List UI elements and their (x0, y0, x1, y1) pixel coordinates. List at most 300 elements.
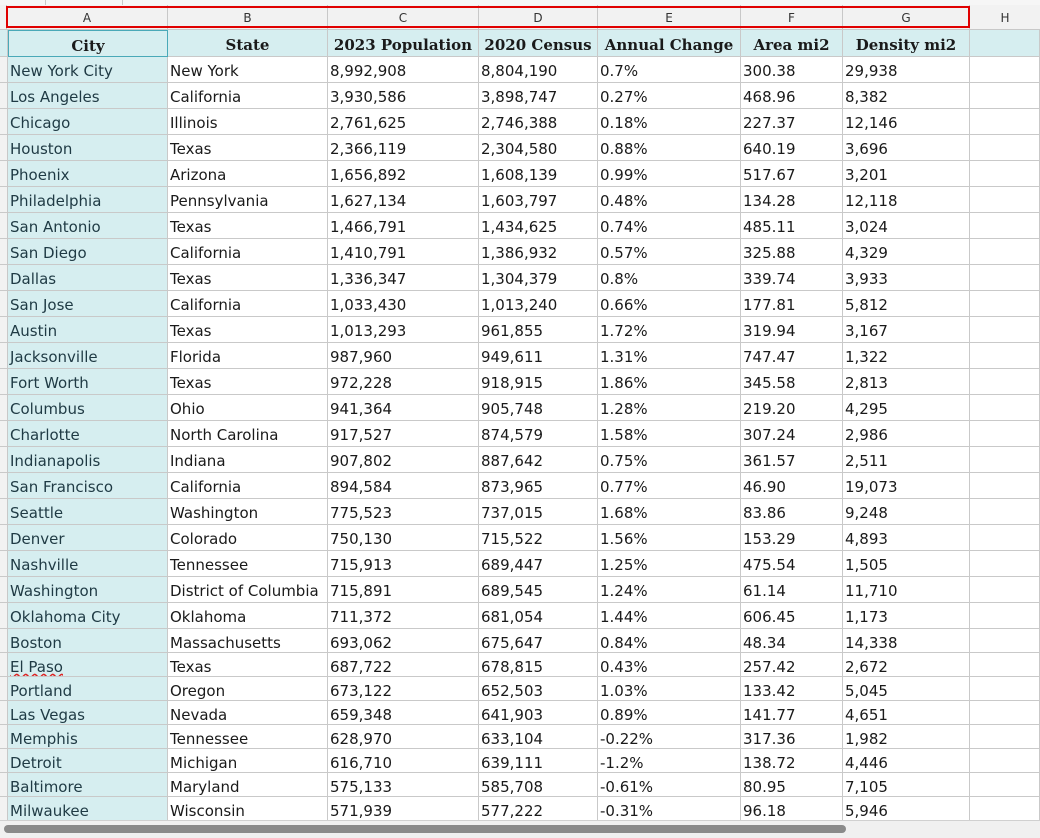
table-cell[interactable]: Texas (168, 213, 328, 239)
table-cell[interactable]: 0.48% (598, 187, 741, 213)
table-cell[interactable]: 1,603,797 (479, 187, 598, 213)
table-cell[interactable]: 1.72% (598, 317, 741, 343)
table-cell[interactable]: 11,710 (843, 577, 970, 603)
table-cell[interactable]: 3,933 (843, 265, 970, 291)
table-row (0, 653, 1040, 677)
table-cell[interactable]: 894,584 (328, 473, 479, 499)
table-cell[interactable]: Oregon (168, 677, 328, 701)
table-cell[interactable]: 339.74 (741, 265, 843, 291)
empty-cell[interactable] (970, 551, 1040, 577)
table-cell[interactable]: Oklahoma (168, 603, 328, 629)
table-cell[interactable]: 941,364 (328, 395, 479, 421)
table-cell[interactable]: Houston (8, 135, 168, 161)
table-cell[interactable]: 3,898,747 (479, 83, 598, 109)
table-cell[interactable]: 1.31% (598, 343, 741, 369)
table-cell[interactable]: 1,013,293 (328, 317, 479, 343)
table-cell[interactable]: 961,855 (479, 317, 598, 343)
table-cell[interactable]: Nevada (168, 701, 328, 725)
table-cell[interactable]: Chicago (8, 109, 168, 135)
header-cell[interactable]: Density mi2 (843, 30, 970, 57)
empty-cell[interactable] (970, 161, 1040, 187)
table-cell[interactable]: Texas (168, 653, 328, 677)
column-header-e[interactable]: E (598, 5, 741, 29)
table-row (0, 291, 1040, 317)
table-cell[interactable]: 0.8% (598, 265, 741, 291)
table-cell[interactable]: San Jose (8, 291, 168, 317)
table-cell[interactable]: 138.72 (741, 749, 843, 773)
table-cell[interactable]: 711,372 (328, 603, 479, 629)
table-cell[interactable]: Austin (8, 317, 168, 343)
table-cell[interactable]: 0.27% (598, 83, 741, 109)
table-cell[interactable]: San Antonio (8, 213, 168, 239)
empty-cell[interactable] (970, 677, 1040, 701)
table-row (0, 187, 1040, 213)
table-cell[interactable]: District of Columbia (168, 577, 328, 603)
empty-cell[interactable] (970, 701, 1040, 725)
table-cell[interactable]: 4,651 (843, 701, 970, 725)
table-cell[interactable] (8, 653, 168, 677)
row-gutter (0, 187, 8, 213)
table-cell[interactable]: Ohio (168, 395, 328, 421)
table-cell[interactable]: 972,228 (328, 369, 479, 395)
table-cell[interactable]: 2,672 (843, 653, 970, 677)
table-cell[interactable]: 575,133 (328, 773, 479, 797)
table-cell[interactable]: 80.95 (741, 773, 843, 797)
table-row (0, 317, 1040, 343)
table-cell[interactable]: 0.84% (598, 629, 741, 653)
table-cell[interactable]: California (168, 239, 328, 265)
empty-cell[interactable] (970, 749, 1040, 773)
table-cell[interactable]: 0.7% (598, 57, 741, 83)
table-cell[interactable]: 1,304,379 (479, 265, 598, 291)
table-cell[interactable]: 874,579 (479, 421, 598, 447)
table-row (0, 629, 1040, 653)
table-cell[interactable]: Maryland (168, 773, 328, 797)
empty-cell[interactable] (970, 239, 1040, 265)
empty-cell[interactable] (970, 499, 1040, 525)
table-cell[interactable]: Boston (8, 629, 168, 653)
empty-cell[interactable] (970, 525, 1040, 551)
table-cell[interactable]: 678,815 (479, 653, 598, 677)
table-cell[interactable]: 673,122 (328, 677, 479, 701)
table-cell[interactable]: 8,382 (843, 83, 970, 109)
table-cell[interactable]: 7,105 (843, 773, 970, 797)
row-gutter (0, 499, 8, 525)
table-row (0, 797, 1040, 821)
column-header-f[interactable]: F (741, 5, 843, 29)
table-cell[interactable]: 606.45 (741, 603, 843, 629)
table-cell[interactable]: 715,522 (479, 525, 598, 551)
table-cell[interactable]: Philadelphia (8, 187, 168, 213)
table-cell[interactable]: Washington (8, 577, 168, 603)
table-cell[interactable]: Texas (168, 369, 328, 395)
empty-cell[interactable] (970, 57, 1040, 83)
table-cell[interactable]: 8,992,908 (328, 57, 479, 83)
table-cell[interactable]: 48.34 (741, 629, 843, 653)
row-gutter (0, 265, 8, 291)
table-cell[interactable]: 46.90 (741, 473, 843, 499)
table-row (0, 213, 1040, 239)
table-cell[interactable]: 61.14 (741, 577, 843, 603)
table-cell[interactable]: 1,386,932 (479, 239, 598, 265)
table-cell[interactable]: 4,446 (843, 749, 970, 773)
table-cell[interactable]: 585,708 (479, 773, 598, 797)
header-row (0, 30, 1040, 57)
table-cell[interactable]: 681,054 (479, 603, 598, 629)
table-cell[interactable]: Texas (168, 135, 328, 161)
table-cell[interactable]: 177.81 (741, 291, 843, 317)
table-cell[interactable]: 2,813 (843, 369, 970, 395)
table-cell[interactable]: 1.28% (598, 395, 741, 421)
table-cell[interactable]: 319.94 (741, 317, 843, 343)
table-cell[interactable]: 639,111 (479, 749, 598, 773)
table-cell[interactable]: 747.47 (741, 343, 843, 369)
table-cell[interactable]: 1,173 (843, 603, 970, 629)
table-cell[interactable]: 687,722 (328, 653, 479, 677)
table-row (0, 603, 1040, 629)
table-cell[interactable]: 750,130 (328, 525, 479, 551)
table-row (0, 677, 1040, 701)
table-cell[interactable]: Illinois (168, 109, 328, 135)
column-header-c[interactable]: C (328, 5, 479, 29)
table-cell[interactable]: Texas (168, 265, 328, 291)
table-cell[interactable]: Florida (168, 343, 328, 369)
row-gutter (0, 291, 8, 317)
table-cell[interactable]: 641,903 (479, 701, 598, 725)
table-cell[interactable]: 907,802 (328, 447, 479, 473)
table-cell[interactable]: 918,915 (479, 369, 598, 395)
table-row (0, 239, 1040, 265)
empty-cell[interactable] (970, 343, 1040, 369)
table-cell[interactable]: 1,608,139 (479, 161, 598, 187)
empty-cell[interactable] (970, 109, 1040, 135)
table-cell[interactable]: 1.44% (598, 603, 741, 629)
table-cell[interactable]: 0.18% (598, 109, 741, 135)
table-cell[interactable]: 987,960 (328, 343, 479, 369)
row-gutter (0, 369, 8, 395)
table-cell[interactable]: Charlotte (8, 421, 168, 447)
table-cell[interactable]: -1.2% (598, 749, 741, 773)
row-gutter (0, 161, 8, 187)
table-cell[interactable]: 652,503 (479, 677, 598, 701)
empty-cell[interactable] (970, 317, 1040, 343)
row-gutter (0, 239, 8, 265)
table-cell[interactable]: 141.77 (741, 701, 843, 725)
table-cell[interactable]: 675,647 (479, 629, 598, 653)
empty-cell[interactable] (970, 83, 1040, 109)
table-cell[interactable]: 3,167 (843, 317, 970, 343)
header-cell[interactable]: Annual Change (598, 30, 741, 57)
table-cell[interactable]: 307.24 (741, 421, 843, 447)
table-cell[interactable]: Seattle (8, 499, 168, 525)
table-cell[interactable]: 0.88% (598, 135, 741, 161)
table-cell[interactable]: Indianapolis (8, 447, 168, 473)
table-cell[interactable]: 3,696 (843, 135, 970, 161)
table-cell[interactable]: 345.58 (741, 369, 843, 395)
table-cell[interactable]: 1,656,892 (328, 161, 479, 187)
empty-cell[interactable] (970, 395, 1040, 421)
table-cell[interactable]: Baltimore (8, 773, 168, 797)
table-cell[interactable]: 0.89% (598, 701, 741, 725)
row-gutter (0, 421, 8, 447)
table-cell[interactable]: 689,447 (479, 551, 598, 577)
header-cell[interactable]: Area mi2 (741, 30, 843, 57)
table-cell[interactable]: 0.57% (598, 239, 741, 265)
table-cell[interactable]: 5,946 (843, 797, 970, 821)
empty-cell[interactable] (970, 725, 1040, 749)
table-cell[interactable]: San Francisco (8, 473, 168, 499)
table-cell[interactable]: 659,348 (328, 701, 479, 725)
table-cell[interactable]: 2,986 (843, 421, 970, 447)
table-cell[interactable]: 737,015 (479, 499, 598, 525)
empty-cell[interactable] (970, 629, 1040, 653)
table-row (0, 83, 1040, 109)
table-cell[interactable]: 153.29 (741, 525, 843, 551)
empty-cell[interactable] (970, 421, 1040, 447)
table-cell[interactable]: 571,939 (328, 797, 479, 821)
table-cell[interactable]: Los Angeles (8, 83, 168, 109)
row-gutter (0, 677, 8, 701)
table-cell[interactable]: 12,118 (843, 187, 970, 213)
table-cell[interactable]: 1,505 (843, 551, 970, 577)
table-cell[interactable]: Oklahoma City (8, 603, 168, 629)
table-cell[interactable]: 8,804,190 (479, 57, 598, 83)
table-row (0, 749, 1040, 773)
empty-cell[interactable] (970, 773, 1040, 797)
table-row (0, 161, 1040, 187)
table-cell[interactable]: 4,893 (843, 525, 970, 551)
header-cell[interactable]: 2020 Census (479, 30, 598, 57)
table-cell[interactable]: Memphis (8, 725, 168, 749)
column-header-g[interactable]: G (843, 5, 970, 29)
row-gutter (0, 213, 8, 239)
table-cell[interactable]: Detroit (8, 749, 168, 773)
table-cell[interactable]: Indiana (168, 447, 328, 473)
table-cell[interactable]: 475.54 (741, 551, 843, 577)
table-cell[interactable]: 1,627,134 (328, 187, 479, 213)
table-cell[interactable]: 693,062 (328, 629, 479, 653)
horizontal-scrollbar[interactable] (0, 820, 1040, 838)
table-cell[interactable]: 4,295 (843, 395, 970, 421)
table-cell[interactable]: 14,338 (843, 629, 970, 653)
row-gutter (0, 109, 8, 135)
corner-select-all[interactable] (0, 5, 7, 29)
table-cell[interactable]: Phoenix (8, 161, 168, 187)
table-cell[interactable]: Massachusetts (168, 629, 328, 653)
table-cell[interactable]: 134.28 (741, 187, 843, 213)
table-cell[interactable]: 2,366,119 (328, 135, 479, 161)
empty-cell[interactable] (970, 213, 1040, 239)
table-cell[interactable]: 0.66% (598, 291, 741, 317)
table-cell[interactable]: 3,201 (843, 161, 970, 187)
table-cell[interactable]: Tennessee (168, 551, 328, 577)
table-cell[interactable]: Jacksonville (8, 343, 168, 369)
table-cell[interactable]: 2,746,388 (479, 109, 598, 135)
empty-cell[interactable] (970, 291, 1040, 317)
table-cell[interactable]: 1,982 (843, 725, 970, 749)
row-gutter (0, 57, 8, 83)
table-cell[interactable]: 257.42 (741, 653, 843, 677)
table-cell[interactable]: Denver (8, 525, 168, 551)
table-cell[interactable]: 0.43% (598, 653, 741, 677)
table-cell[interactable]: 1,013,240 (479, 291, 598, 317)
empty-cell[interactable] (970, 187, 1040, 213)
empty-cell[interactable] (970, 447, 1040, 473)
row-gutter (0, 653, 8, 677)
table-cell[interactable]: 905,748 (479, 395, 598, 421)
table-cell[interactable]: 1.24% (598, 577, 741, 603)
table-cell[interactable]: 4,329 (843, 239, 970, 265)
table-cell[interactable]: California (168, 291, 328, 317)
horizontal-scrollbar-thumb[interactable] (4, 825, 846, 833)
header-cell[interactable]: 2023 Population (328, 30, 479, 57)
table-cell[interactable]: Portland (8, 677, 168, 701)
row-gutter (0, 551, 8, 577)
table-cell[interactable]: Milwaukee (8, 797, 168, 821)
table-cell[interactable]: 1.56% (598, 525, 741, 551)
table-cell[interactable]: 29,938 (843, 57, 970, 83)
table-cell[interactable]: 715,891 (328, 577, 479, 603)
table-cell[interactable]: California (168, 83, 328, 109)
table-cell[interactable]: 9,248 (843, 499, 970, 525)
table-cell[interactable]: 949,611 (479, 343, 598, 369)
row-gutter (0, 395, 8, 421)
table-cell[interactable]: 628,970 (328, 725, 479, 749)
table-cell[interactable]: 1,322 (843, 343, 970, 369)
column-header-h[interactable]: H (1000, 11, 1010, 25)
table-cell[interactable]: 83.86 (741, 499, 843, 525)
table-cell[interactable]: 1,466,791 (328, 213, 479, 239)
table-row (0, 577, 1040, 603)
row-gutter (0, 135, 8, 161)
row-gutter (0, 773, 8, 797)
table-cell[interactable]: Columbus (8, 395, 168, 421)
table-cell[interactable]: 133.42 (741, 677, 843, 701)
table-cell[interactable]: Michigan (168, 749, 328, 773)
empty-cell[interactable] (970, 473, 1040, 499)
table-cell[interactable]: 517.67 (741, 161, 843, 187)
table-cell[interactable]: 0.75% (598, 447, 741, 473)
empty-cell[interactable] (970, 577, 1040, 603)
column-header-b[interactable]: B (168, 5, 328, 29)
table-cell[interactable]: 219.20 (741, 395, 843, 421)
table-cell[interactable]: 19,073 (843, 473, 970, 499)
table-cell[interactable]: New York City (8, 57, 168, 83)
table-cell[interactable]: 1.68% (598, 499, 741, 525)
table-cell[interactable]: Tennessee (168, 725, 328, 749)
table-cell[interactable]: Wisconsin (168, 797, 328, 821)
table-cell[interactable]: 873,965 (479, 473, 598, 499)
table-cell[interactable]: 0.77% (598, 473, 741, 499)
table-cell[interactable]: 1,410,791 (328, 239, 479, 265)
table-cell[interactable]: 2,761,625 (328, 109, 479, 135)
header-cell[interactable]: City (8, 30, 168, 57)
header-cell[interactable]: State (168, 30, 328, 57)
table-cell[interactable]: 3,930,586 (328, 83, 479, 109)
table-cell[interactable]: New York (168, 57, 328, 83)
table-cell[interactable]: California (168, 473, 328, 499)
row-gutter (0, 577, 8, 603)
table-cell[interactable]: 0.99% (598, 161, 741, 187)
row-gutter (0, 317, 8, 343)
table-cell[interactable]: Las Vegas (8, 701, 168, 725)
table-cell[interactable]: 2,304,580 (479, 135, 598, 161)
table-cell[interactable]: 12,146 (843, 109, 970, 135)
table-cell[interactable]: 0.74% (598, 213, 741, 239)
table-cell[interactable]: Dallas (8, 265, 168, 291)
table-cell[interactable]: 1.58% (598, 421, 741, 447)
table-cell[interactable]: North Carolina (168, 421, 328, 447)
table-cell[interactable]: 5,045 (843, 677, 970, 701)
table-cell[interactable]: Arizona (168, 161, 328, 187)
table-cell[interactable]: 5,812 (843, 291, 970, 317)
row-gutter (0, 83, 8, 109)
table-cell[interactable]: -0.31% (598, 797, 741, 821)
table-cell[interactable]: 361.57 (741, 447, 843, 473)
spellcheck-underlined-text: El Paso (10, 658, 63, 676)
table-cell[interactable]: 1,336,347 (328, 265, 479, 291)
table-cell[interactable]: Nashville (8, 551, 168, 577)
table-cell[interactable]: 633,104 (479, 725, 598, 749)
table-cell[interactable]: 1.86% (598, 369, 741, 395)
row-gutter (0, 797, 8, 821)
table-cell[interactable]: -0.61% (598, 773, 741, 797)
table-cell[interactable]: Washington (168, 499, 328, 525)
table-cell[interactable]: San Diego (8, 239, 168, 265)
table-cell[interactable]: 640.19 (741, 135, 843, 161)
table-cell[interactable]: 689,545 (479, 577, 598, 603)
table-cell[interactable]: 1.25% (598, 551, 741, 577)
table-cell[interactable]: Colorado (168, 525, 328, 551)
table-cell[interactable]: Fort Worth (8, 369, 168, 395)
empty-cell[interactable] (970, 369, 1040, 395)
empty-cell[interactable] (970, 265, 1040, 291)
table-cell[interactable]: 96.18 (741, 797, 843, 821)
table-cell[interactable]: 887,642 (479, 447, 598, 473)
table-cell[interactable]: 1,434,625 (479, 213, 598, 239)
empty-cell[interactable] (970, 797, 1040, 821)
table-row (0, 773, 1040, 797)
column-header-a[interactable]: A (7, 5, 168, 29)
table-cell[interactable]: 300.38 (741, 57, 843, 83)
table-row (0, 395, 1040, 421)
table-cell[interactable]: 1,033,430 (328, 291, 479, 317)
empty-cell[interactable] (970, 653, 1040, 677)
empty-cell[interactable] (970, 135, 1040, 161)
table-cell[interactable]: 468.96 (741, 83, 843, 109)
table-row (0, 421, 1040, 447)
table-cell[interactable]: 317.36 (741, 725, 843, 749)
table-row (0, 447, 1040, 473)
table-cell[interactable]: -0.22% (598, 725, 741, 749)
table-cell[interactable]: Pennsylvania (168, 187, 328, 213)
empty-cell[interactable] (970, 603, 1040, 629)
empty-cell[interactable] (970, 30, 1040, 57)
table-cell[interactable]: 577,222 (479, 797, 598, 821)
table-cell[interactable]: Texas (168, 317, 328, 343)
table-cell[interactable]: 715,913 (328, 551, 479, 577)
table-cell[interactable]: 1.03% (598, 677, 741, 701)
table-cell[interactable]: 775,523 (328, 499, 479, 525)
table-cell[interactable]: 485.11 (741, 213, 843, 239)
table-cell[interactable]: 917,527 (328, 421, 479, 447)
table-cell[interactable]: 227.37 (741, 109, 843, 135)
table-cell[interactable]: 616,710 (328, 749, 479, 773)
table-cell[interactable]: 3,024 (843, 213, 970, 239)
column-header-d[interactable]: D (479, 5, 598, 29)
table-cell[interactable]: 325.88 (741, 239, 843, 265)
table-cell[interactable]: 2,511 (843, 447, 970, 473)
